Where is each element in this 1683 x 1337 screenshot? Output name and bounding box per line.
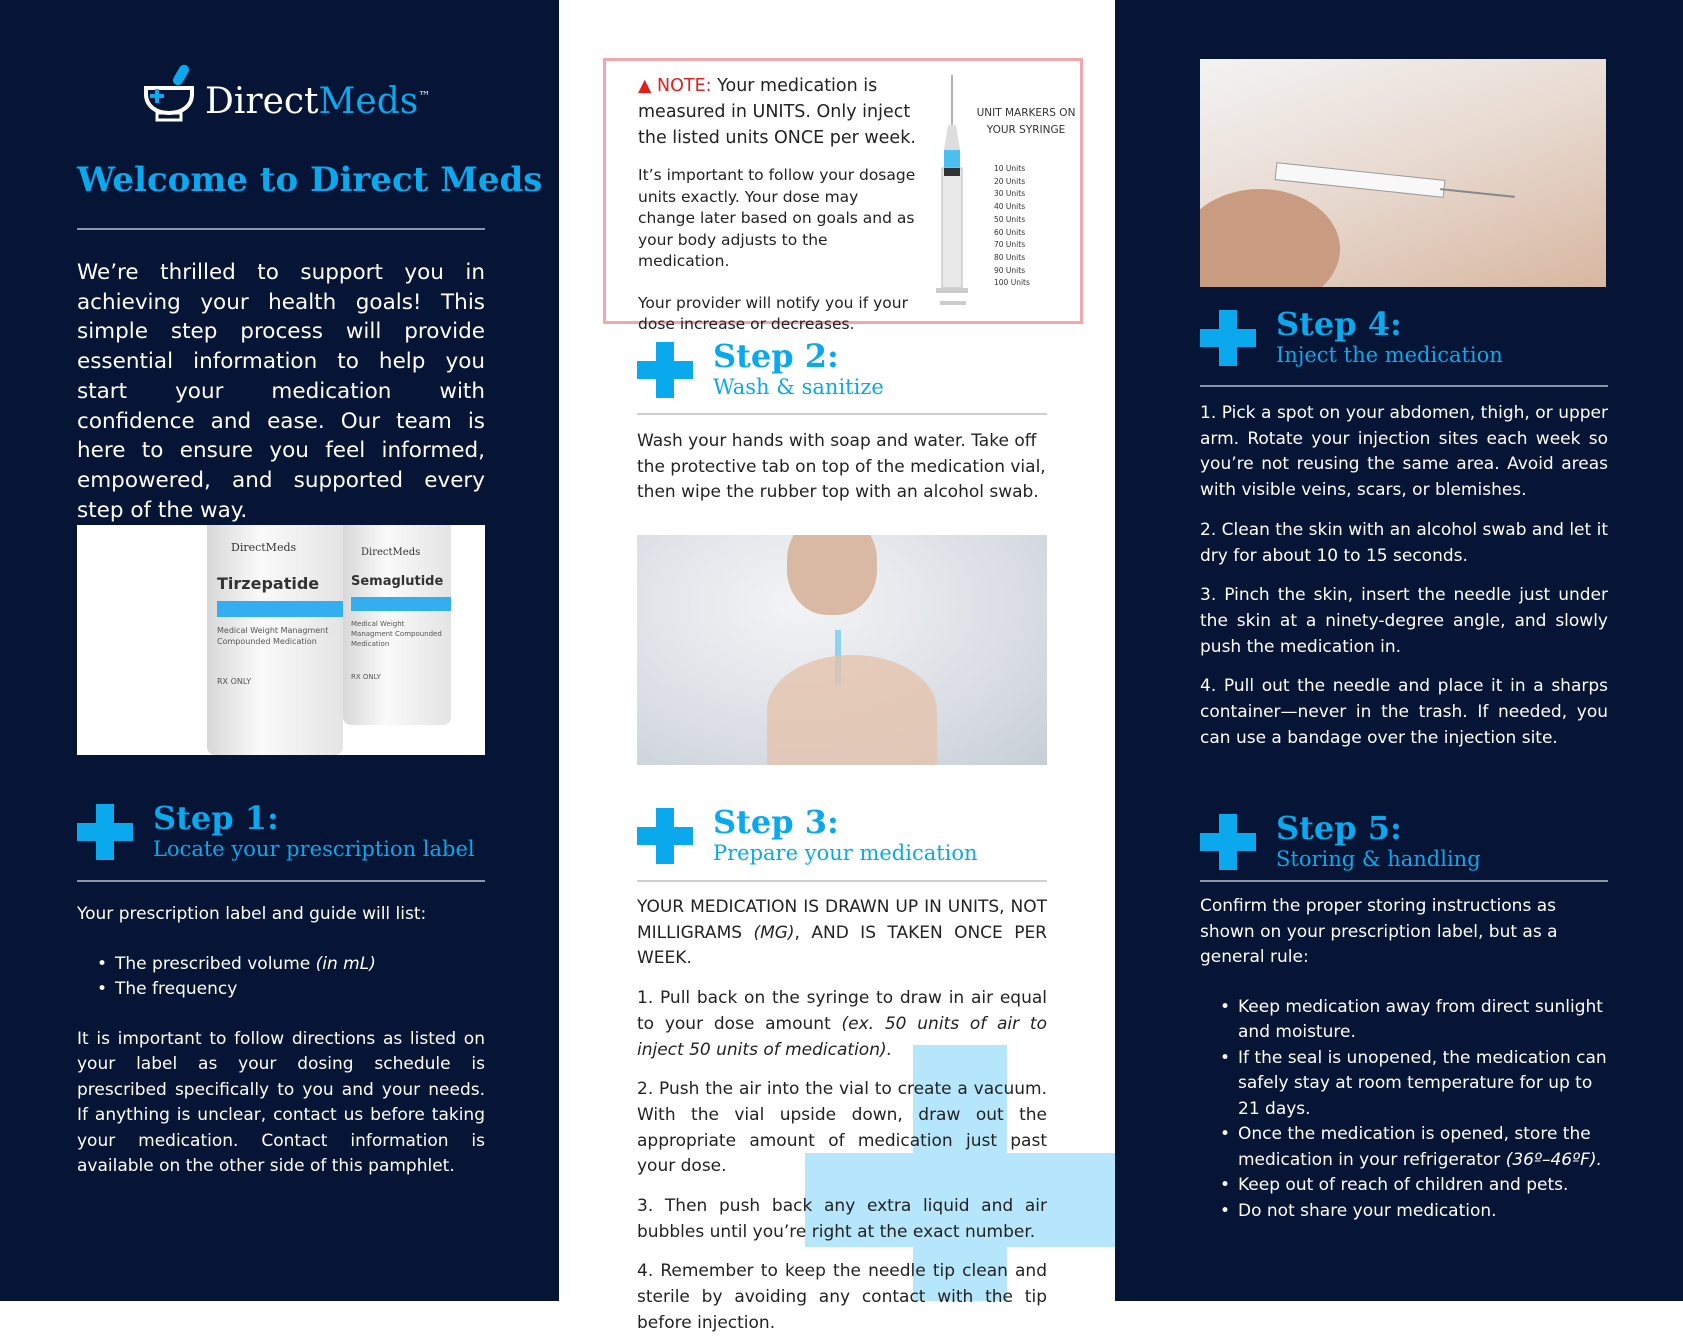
step4-item: 1. Pick a spot on your abdomen, thigh, or upper arm. Rotate your injection sites each week so you’re not reusing the same area. Avoid areas with visible veins, scars, or blemishes. xyxy=(1200,403,1608,501)
item-emphasis: (in mL) xyxy=(315,953,376,974)
intro-text: We’re thrilled to support you in achieving your health goals! This simple step process will provide essential information to help you start your medication with confidence and ease. Our team is here to ensure you feel informed, empowered, and supported every step of the way. xyxy=(77,260,485,523)
syringe-title: UNIT MARKERS ON YOUR SYRINGE xyxy=(976,107,1076,136)
step-title: Step 5: xyxy=(1276,809,1402,847)
plus-icon xyxy=(1200,310,1256,366)
step-title: Step 2: xyxy=(713,337,839,375)
left-panel xyxy=(0,0,559,1301)
step-title: Step 3: xyxy=(713,803,839,841)
step1-text xyxy=(77,902,485,1180)
bottle-desc: Medical Weight Managment Compounded Medication xyxy=(351,620,442,648)
list-item: • Keep medication away from direct sunlight and moisture. xyxy=(1200,995,1610,1046)
step1-heading xyxy=(77,800,475,862)
list-item xyxy=(77,952,485,978)
brand-meds: Meds xyxy=(318,81,419,122)
unit-marker: 50 Units xyxy=(994,214,1026,224)
syringe-in-photo xyxy=(1275,162,1446,198)
syringe-icon xyxy=(932,75,972,315)
person-face xyxy=(787,535,877,615)
item-text: 1. Pull back on the syringe to draw in air equal to your dose amount xyxy=(637,988,1047,1034)
list-item: • If the seal is unopened, the medication can safely stay at room temperature for up to 21 days. xyxy=(1200,1046,1610,1123)
list-item: • Keep out of reach of children and pets. xyxy=(1200,1173,1610,1199)
item-text: The prescribed volume xyxy=(115,953,311,974)
bottle-rx: RX ONLY xyxy=(217,677,252,686)
product-image xyxy=(77,525,485,755)
step5-list xyxy=(1200,995,1610,1225)
note-box xyxy=(603,58,1083,333)
step-subtitle: Inject the medication xyxy=(1276,343,1503,367)
list-item: • Do not share your medication. xyxy=(1200,1199,1610,1225)
step1-lead: Your prescription label and guide will list: xyxy=(77,904,427,924)
hand xyxy=(1200,189,1340,287)
divider xyxy=(77,880,485,882)
brand-direct: Direct xyxy=(205,81,319,122)
unit-marker: 60 Units xyxy=(994,227,1026,237)
item-emphasis: (36º–46ºF). xyxy=(1505,1149,1602,1170)
unit-marker: 70 Units xyxy=(994,240,1026,250)
bottle-name: Semaglutide xyxy=(351,574,444,589)
step-subtitle: Prepare your medication xyxy=(713,841,978,865)
plus-icon xyxy=(77,804,133,860)
syringe-diagram xyxy=(924,65,1076,319)
note-label: NOTE: xyxy=(657,76,712,96)
step5-heading xyxy=(1200,810,1481,872)
item-text: Once the medication is opened, store the medication in your refrigerator xyxy=(1238,1124,1591,1170)
unit-marker: 20 Units xyxy=(994,176,1026,186)
hands xyxy=(767,655,937,765)
step4-item: 2. Clean the skin with an alcohol swab and let it dry for about 10 to 15 seconds. xyxy=(1200,519,1608,566)
bottle-brand: DirectMeds xyxy=(231,541,297,554)
unit-marker: 10 Units xyxy=(994,164,1026,173)
unit-markers xyxy=(994,163,1030,290)
step2-heading xyxy=(637,338,884,400)
step1-list xyxy=(77,952,485,1003)
needle xyxy=(1440,188,1515,198)
step3-item xyxy=(637,986,1047,1063)
caps-end: , AND IS TAKEN ONCE PER WEEK. xyxy=(637,922,1047,969)
divider xyxy=(1200,880,1608,882)
step3-item: 4. Remember to keep the needle tip clean and sterile by avoiding any contact with the tip before injection. xyxy=(637,1261,1047,1333)
step5-text xyxy=(1200,894,1610,1224)
list-item xyxy=(1200,1122,1610,1173)
middle-panel xyxy=(559,0,1115,1333)
caps-em: (MG) xyxy=(753,922,795,943)
caps-text: YOUR MEDICATION IS DRAWN UP IN UNITS, NOT MILLIGRAMS xyxy=(637,897,1047,943)
step4-heading xyxy=(1200,306,1503,368)
plus-icon xyxy=(637,808,693,864)
step-subtitle: Wash & sanitize xyxy=(713,375,884,399)
plus-icon xyxy=(1200,814,1256,870)
divider xyxy=(1200,385,1608,387)
item-emphasis: (ex. 50 units of air to inject 50 units of medication). xyxy=(637,1013,1047,1060)
unit-marker: 30 Units xyxy=(994,189,1026,199)
bottle-name: Tirzepatide xyxy=(217,574,320,593)
bottle-tirzepatide xyxy=(207,525,343,755)
note-headline: Your medication is measured in UNITS. Only inject the listed units ONCE per week. xyxy=(638,76,916,148)
note-paragraph: It’s important to follow your dosage units exactly. Your dose may change later based on goals and as your body adjusts to the medication. xyxy=(638,166,916,270)
trademark: ™ xyxy=(418,89,431,103)
plus-icon xyxy=(637,342,693,398)
unit-marker: 100 Units xyxy=(994,278,1030,288)
list-item: • The frequency xyxy=(77,977,485,1003)
step-title: Step 4: xyxy=(1276,305,1402,343)
unit-marker: 90 Units xyxy=(994,265,1026,275)
bottle-stripe xyxy=(351,597,451,611)
note-paragraph: Your provider will notify you if your dose increase or decreases. xyxy=(638,293,908,333)
unit-marker: 80 Units xyxy=(994,252,1026,262)
bottle-stripe xyxy=(217,601,343,617)
warning-icon: ▲ xyxy=(638,76,652,96)
right-panel xyxy=(1115,0,1683,1301)
step4-text xyxy=(1200,401,1608,751)
logo xyxy=(143,64,430,122)
step4-item: 4. Pull out the needle and place it in a sharps container—never in the trash. If needed, you can use a bandage over the injection site. xyxy=(1200,676,1608,748)
step4-item: 3. Pinch the skin, insert the needle just under the skin at a ninety-degree angle, and slowly push the medication in. xyxy=(1200,585,1608,657)
bottle-brand: DirectMeds xyxy=(361,547,421,558)
step3-item: 3. Then push back any extra liquid and air bubbles until you’re right at the exact number. xyxy=(637,1196,1047,1242)
step3-caps xyxy=(637,895,1047,972)
divider xyxy=(77,228,485,230)
step1-body: It is important to follow directions as listed on your label as your dosing schedule is prescribed specifically to you and your needs. If anything is unclear, contact us before taking your medication. Contact information is available on the other side of this pamphlet. xyxy=(77,1028,485,1176)
bottle-desc: Medical Weight Managment Compounded Medication xyxy=(217,626,329,646)
step3-item: 2. Push the air into the vial to create a vacuum. With the vial upside down, draw out the appropriate amount of medication just past your dose. xyxy=(637,1079,1047,1177)
page-title: Welcome to Direct Meds xyxy=(77,160,543,200)
divider xyxy=(637,413,1047,415)
step-title: Step 1: xyxy=(153,799,279,837)
step-subtitle: Locate your prescription label xyxy=(153,837,475,861)
mortar-pestle-icon xyxy=(143,64,195,122)
divider xyxy=(637,880,1047,882)
sanitize-photo xyxy=(637,535,1047,765)
step3-heading xyxy=(637,804,978,866)
step5-lead: Confirm the proper storing instructions as shown on your prescription label, but as a general rule: xyxy=(1200,896,1558,967)
note-text xyxy=(638,73,918,336)
bottle-rx: RX ONLY xyxy=(351,673,381,681)
injection-photo xyxy=(1200,59,1606,287)
bottle-semaglutide xyxy=(343,525,451,725)
step2-text: Wash your hands with soap and water. Take off the protective tab on top of the medication vial, then wipe the rubber top with an alcohol swab. xyxy=(637,431,1046,502)
step3-text xyxy=(637,895,1047,1337)
unit-marker: 40 Units xyxy=(994,202,1026,212)
step-subtitle: Storing & handling xyxy=(1276,847,1481,871)
